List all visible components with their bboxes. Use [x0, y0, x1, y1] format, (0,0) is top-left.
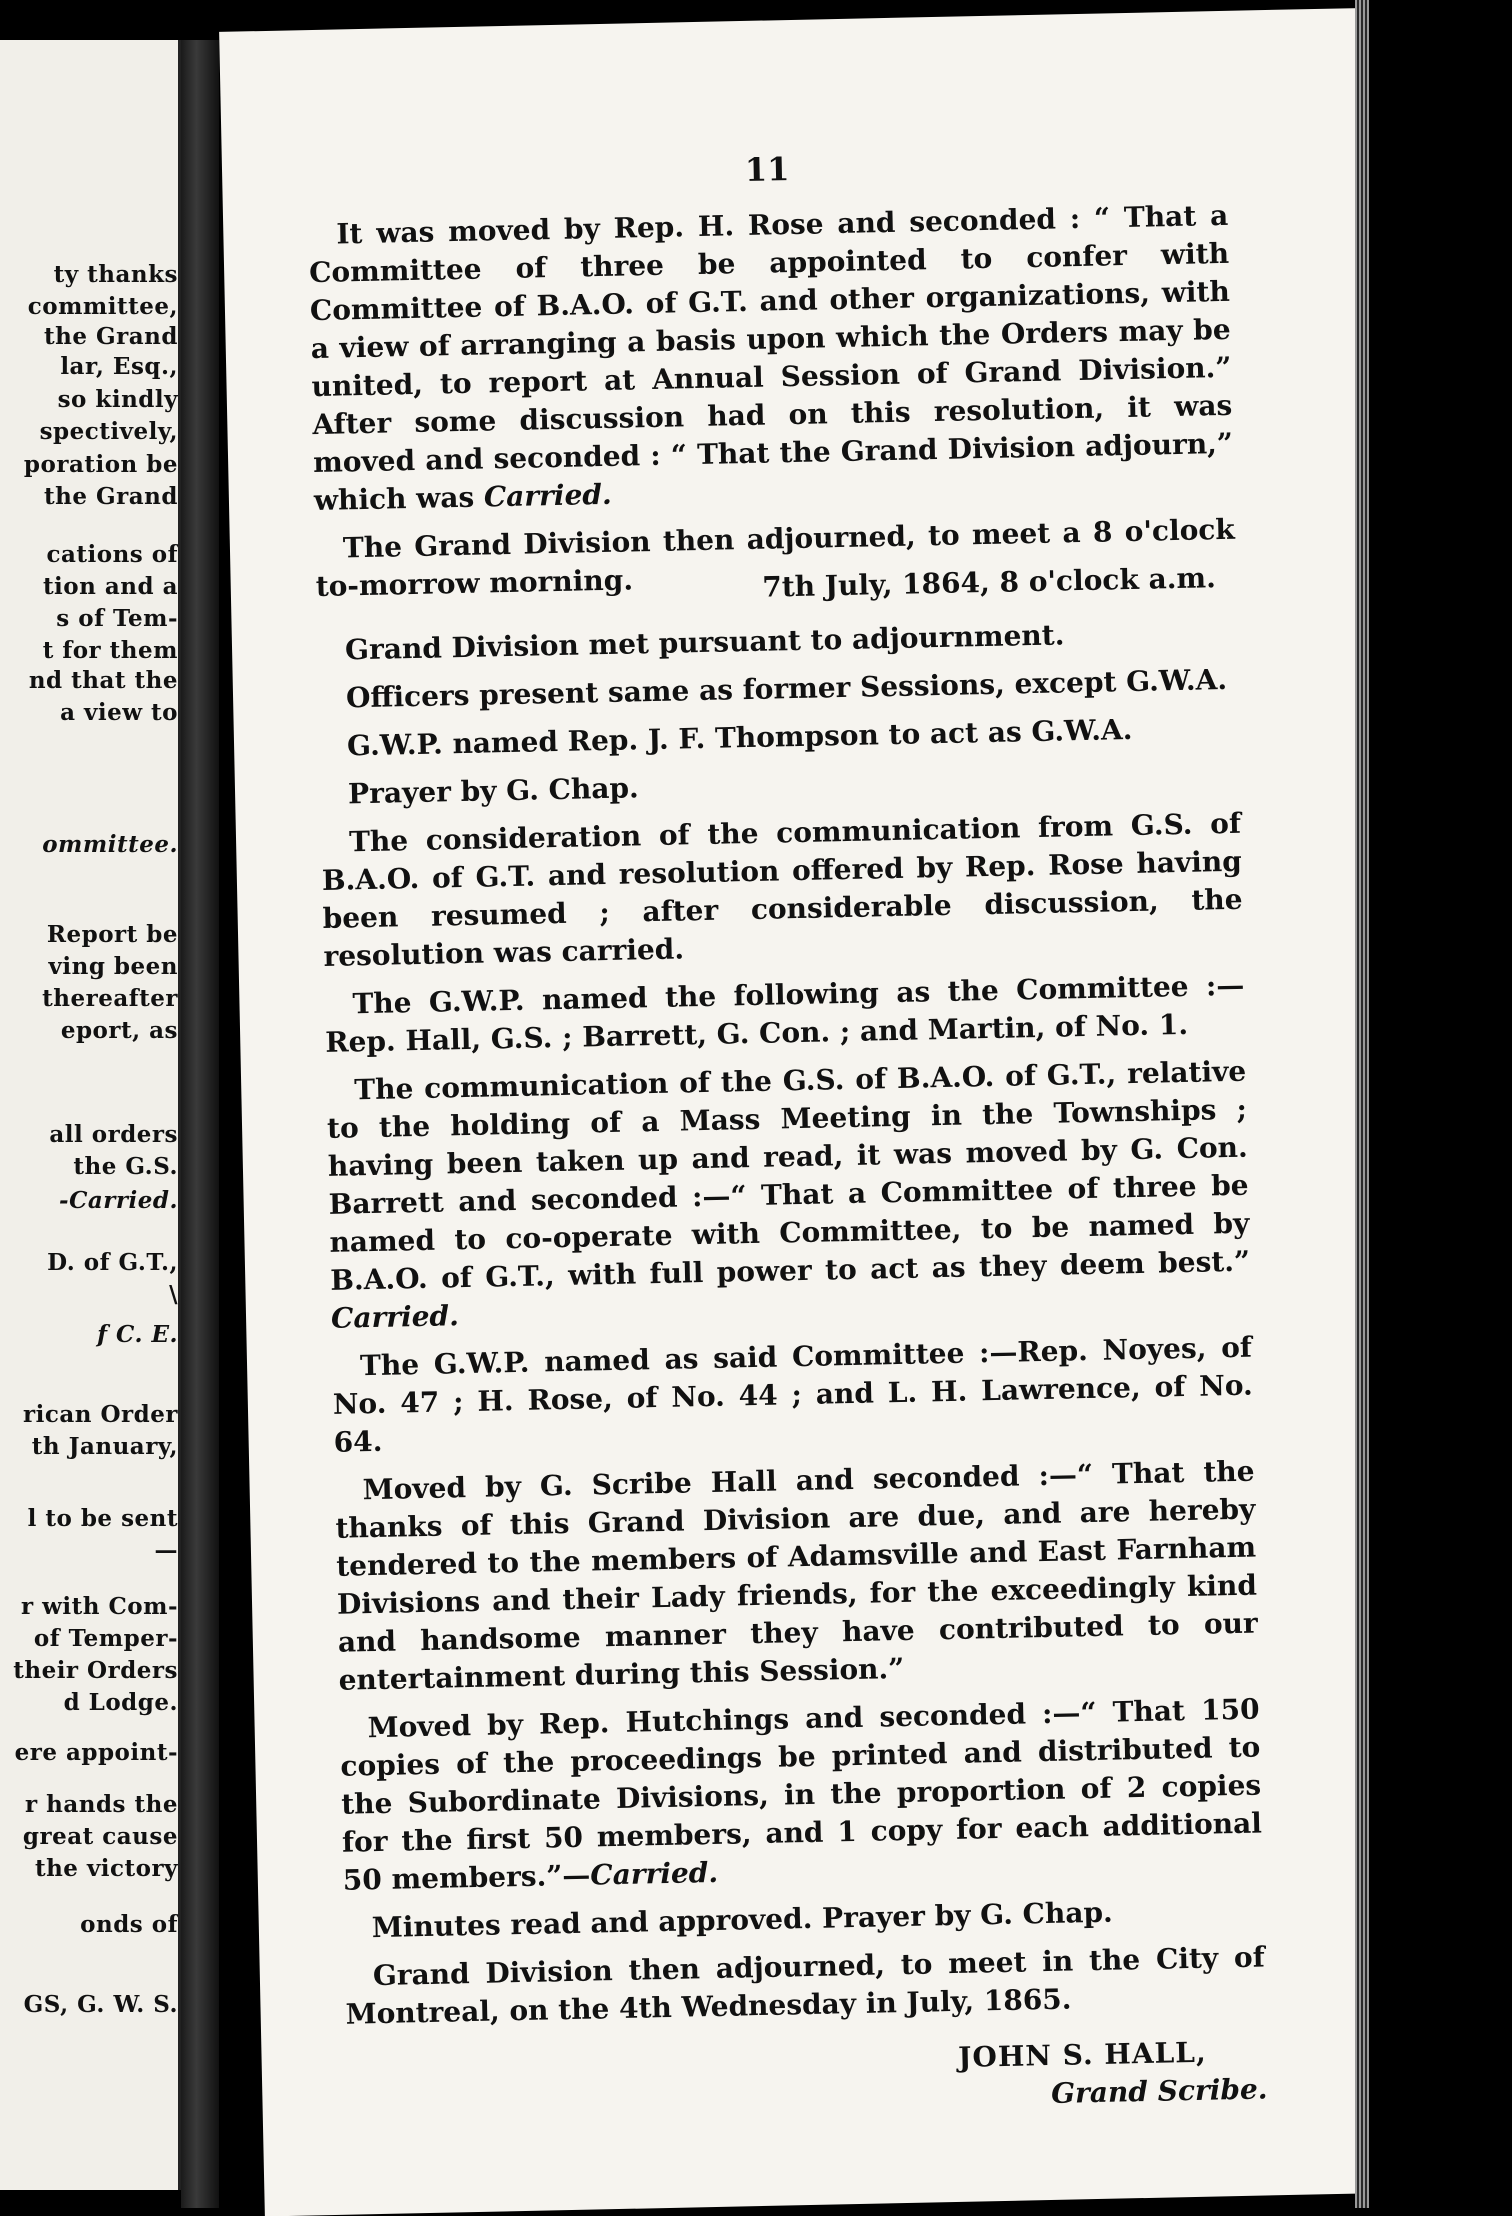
left-page-text-fragment: the G.S.: [73, 1153, 178, 1180]
paragraph-4: Officers present same as former Sessions, except G.W.A.: [345, 662, 1228, 715]
left-page-text-fragment: eport, as: [60, 1017, 178, 1044]
left-page-text-fragment: spectively,: [39, 418, 178, 445]
left-page-text-fragment: onds of: [80, 1911, 178, 1938]
left-page-text-fragment: \: [169, 1281, 178, 1308]
left-page-text-fragment: thereafter: [42, 985, 178, 1012]
paragraph-9-carried: Carried.: [330, 1299, 460, 1335]
paragraph-12: [339, 1691, 1263, 1900]
left-page-text-fragment: the Grand: [44, 323, 178, 350]
left-page-text-fragment: poration be: [23, 451, 178, 478]
paragraph-5: G.W.P. named Rep. J. F. Thompson to act as G.W.A.: [346, 712, 1133, 763]
paragraph-6: Prayer by G. Chap.: [347, 771, 640, 811]
left-page-text-fragment: t for them: [42, 637, 178, 664]
signature-title: Grand Scribe.: [1050, 2072, 1268, 2110]
paragraph-7: The consideration of the communication from G.S. of B.A.O. of G.T. and resolution offered by Rep. Rose having been resumed ; after considerable discussion, the resolution was carried.: [321, 806, 1243, 973]
page-number: 11: [744, 150, 790, 189]
left-page-text-fragment: —: [154, 1537, 178, 1564]
left-page-text-fragment: tion and a: [42, 573, 178, 600]
left-page-text-fragment: ving been: [48, 953, 178, 980]
paragraph-2: The Grand Division then adjourned, to meet a 8 o'clock to-morrow morning.: [315, 512, 1236, 604]
left-page-text-fragment: s of Tem-: [56, 605, 178, 632]
left-page-text-fragment: of Temper-: [33, 1625, 178, 1652]
left-page-text-fragment: so kindly: [57, 386, 178, 413]
left-page-text-fragment: ere appoint-: [14, 1739, 178, 1766]
left-page-text-fragment: th January,: [31, 1433, 178, 1460]
paragraph-14: Grand Division then adjourned, to meet in the City of Montreal, on the 4th Wednesday in July, 1865.: [345, 1940, 1266, 2031]
paragraph-13: Minutes read and approved. Prayer by G. Chap.: [371, 1895, 1114, 1945]
left-page-text-fragment: d Lodge.: [63, 1689, 178, 1716]
left-page-text-fragment: all orders: [49, 1121, 178, 1148]
paragraph-12-carried: Carried.: [590, 1855, 719, 1892]
paragraph-1: [308, 197, 1234, 520]
left-page-text-fragment: great cause: [22, 1823, 178, 1850]
page: [219, 8, 1405, 2216]
paragraph-3: Grand Division met pursuant to adjournment.: [344, 618, 1065, 667]
left-page-text-fragment: ty thanks: [53, 261, 178, 288]
page-content: [307, 141, 1268, 2128]
left-page-text-fragment: nd that the: [28, 667, 178, 694]
left-page-text-fragment: l to be sent: [27, 1505, 178, 1532]
left-page-text-fragment: a view to: [60, 699, 178, 726]
left-page-text-fragment: the victory: [34, 1855, 178, 1882]
left-page-text-fragment: committee,: [27, 293, 178, 320]
left-page-text-fragment: f C. E.: [97, 1321, 178, 1348]
left-page-text-fragment: r with Com-: [20, 1593, 178, 1620]
paragraph-1-text: It was moved by Rep. H. Rose and seconded : “ That a Committee of three be appointed to confer with Committee of B.A.O. of G.T. and other organizations, with a view of arranging a basis upon which the Orders may be united, to report at Annual Session of Grand Division.” After some discussion had on this resolution, it was moved and seconded : “ That the Grand Division adjourn,” which was: [308, 198, 1234, 518]
page-edge-shadow: [1355, 0, 1512, 2208]
paragraph-11: Moved by G. Scribe Hall and seconded :—“ That the thanks of this Grand Division are due, and are hereby tendered to the members of Adamsville and East Farnham Divisions and their Lady friends, for the exceedingly kind and handsome manner they have contributed to our entertainment during this Session.”: [335, 1454, 1259, 1697]
session-date: 7th July, 1864, 8 o'clock a.m.: [761, 561, 1217, 604]
paragraph-1-carried: Carried.: [483, 477, 612, 514]
paragraph-9-text: The communication of the G.S. of B.A.O. of G.T., relative to the holding of a Mass Meeting in the Townships ; having been taken up and read, it was moved by G. Con. Barrett and seconded :—“ That a Committee of three be named to co-operate with Committee, to be named by B.A.O. of G.T., with full power to act as they deem best.”: [326, 1054, 1251, 1297]
left-page-text-fragment: rican Order: [23, 1401, 178, 1428]
left-page-text-fragment: D. of G.T.,: [47, 1249, 178, 1276]
signature-name: JOHN S. HALL,: [957, 2035, 1207, 2074]
left-page-text-fragment: lar, Esq.,: [60, 353, 178, 380]
paragraph-12-text: Moved by Rep. Hutchings and seconded :—“ That 150 copies of the proceedings be printed and distributed to the Subordinate Divisions, in the proportion of 2 copies for the first 50 members, and 1 copy for each additional 50 members.”—: [340, 1692, 1263, 1897]
paragraph-9: [326, 1053, 1251, 1338]
left-page-fragment: [0, 40, 181, 2190]
left-page-text-fragment: the Grand: [44, 483, 178, 510]
paragraph-10: The G.W.P. named as said Committee :—Rep. Noyes, of No. 47 ; H. Rose, of No. 44 ; and L. H. Lawrence, of No. 64.: [332, 1330, 1254, 1459]
left-page-text-fragment: ommittee.: [42, 831, 178, 858]
left-page-text-fragment: r hands the: [25, 1791, 178, 1818]
left-page-text-fragment: their Orders: [13, 1657, 178, 1684]
left-page-text-fragment: -Carried.: [59, 1187, 178, 1214]
book-spine: [181, 40, 219, 2208]
left-page-text-fragment: Report be: [46, 921, 178, 948]
left-page-text-fragment: GS, G. W. S.: [23, 1991, 178, 2018]
paragraph-8: The G.W.P. named the following as the Committee :—Rep. Hall, G.S. ; Barrett, G. Con. ; and Martin, of No. 1.: [324, 968, 1245, 1059]
left-page-text-fragment: cations of: [46, 541, 178, 568]
page-stack-edge: [1355, 0, 1369, 2208]
